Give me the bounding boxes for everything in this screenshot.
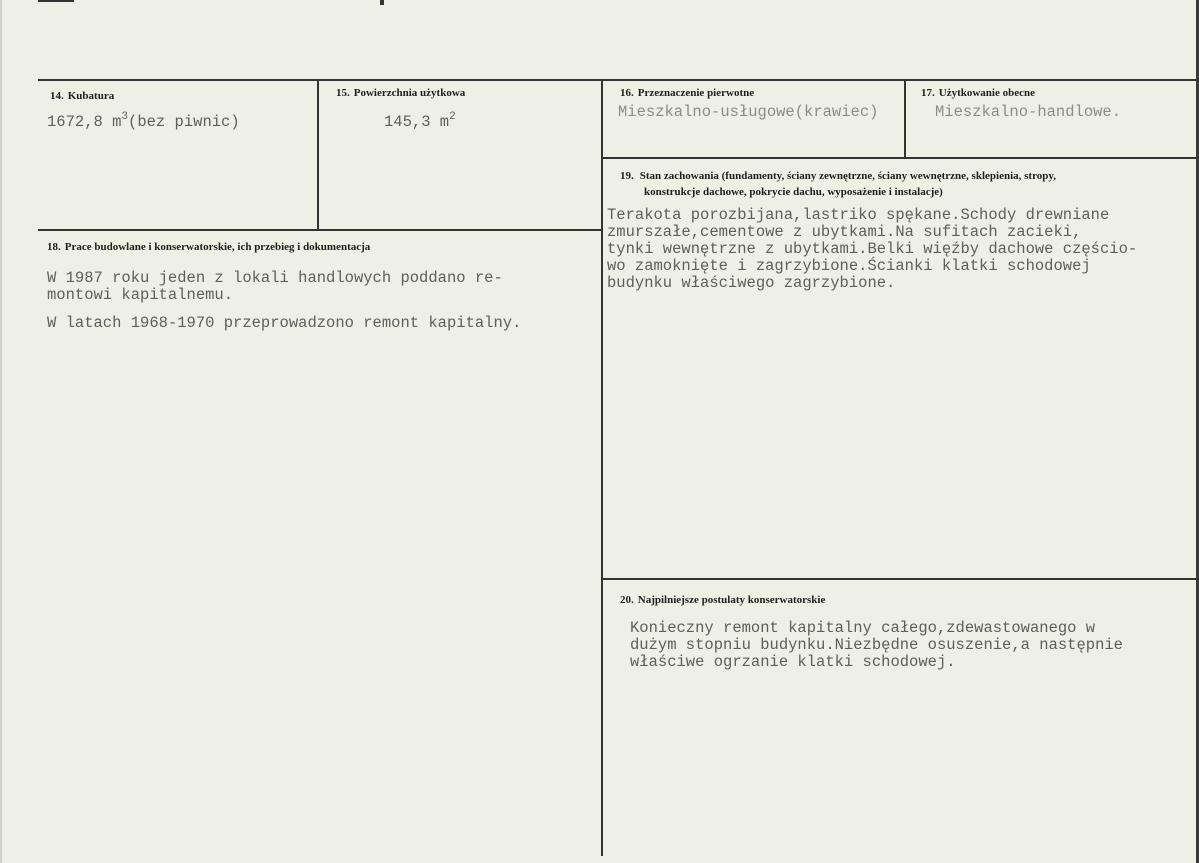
field-19-title-line2: konstrukcje dachowe, pokrycie dachu, wyposażenie i instalacje) [644,186,943,198]
grid-divider-14-15 [317,79,319,230]
field-15-value-sup: 2 [449,111,456,123]
field-19-text [607,207,1137,292]
grid-line-row2-left [38,229,603,231]
field-16-number: 16. [620,87,634,99]
field-18-number: 18. [47,241,61,253]
grid-divider-main [601,79,603,856]
field-17-number: 17. [921,87,935,99]
field-15-number: 15. [336,87,350,99]
grid-line-row2-right [603,157,1199,159]
field-15-value-main: 145,3 m [384,113,450,131]
field-16-label [620,87,754,99]
field-19-label-line1 [620,168,1180,184]
field-15-title: Powierzchnia użytkowa [353,87,466,99]
field-20-title: Najpilniejsze postulaty konserwatorskie [637,594,826,606]
field-16-title: Przeznaczenie pierwotne [637,87,755,99]
field-14-number: 14. [50,90,64,102]
field-20-label [620,594,825,606]
field-14-value-rest: (bez piwnic) [128,113,240,131]
field-14-title: Kubatura [67,90,115,102]
field-15-value [384,111,456,131]
field-18-line: W 1987 roku jeden z lokali handlowych poddano re- [47,269,503,287]
field-18-text [47,270,521,332]
field-20-line: dużym stopniu budynku.Niezbędne osuszenie,a następnie [630,636,1123,654]
field-17-value: Mieszkalno-handlowe. [935,103,1122,121]
field-20-number: 20. [620,594,634,606]
field-19-line: tynki wewnętrzne z ubytkami.Belki więźby dachowe częścio- [607,240,1138,258]
field-19-number: 19. [620,170,634,182]
field-14-label [50,90,114,102]
field-18-label [47,241,370,253]
grid-line-top [38,79,1199,81]
card-left-edge [0,0,2,863]
field-19-line: budynku właściwego zagrzybione. [607,274,896,292]
field-19-label [620,168,1180,200]
field-18-line: W latach 1968-1970 przeprowadzono remont kapitalny. [47,314,522,332]
field-19-line: Terakota porozbijana,lastriko spękane.Schody drewniane [607,206,1110,224]
field-20-text [630,620,1123,671]
field-16-value: Mieszkalno-usługowe(krawiec) [618,103,879,121]
field-20-line: Konieczny remont kapitalny całego,zdewastowanego w [630,619,1096,637]
top-rule-mark-left [38,0,74,2]
field-19-title-line1: Stan zachowania (fundamenty, ściany zewnętrzne, ściany wewnętrzne, sklepienia, stropy, [639,170,1057,182]
field-20-line: właściwe ogrzanie klatki schodowej. [630,653,956,671]
grid-divider-16-17 [904,79,906,158]
field-18-title: Prace budowlane i konserwatorskie, ich przebieg i dokumentacja [64,241,371,253]
field-19-line: wo zamoknięte i zagrzybione.Ścianki klatki schodowej [607,257,1091,275]
field-19-line: zmurszałe,cementowe z ubytkami.Na sufitach zacieki, [607,223,1082,241]
top-rule-mark-center [380,0,384,5]
field-14-value-sup: 3 [121,111,129,123]
field-14-value [47,111,240,131]
field-17-label [921,87,1035,99]
field-14-value-main: 1672,8 m [47,113,122,131]
field-18-line: montowi kapitalnemu. [47,286,234,304]
field-15-label [336,87,465,99]
grid-line-row3-right [601,578,1199,580]
field-17-title: Użytkowanie obecne [938,87,1035,99]
